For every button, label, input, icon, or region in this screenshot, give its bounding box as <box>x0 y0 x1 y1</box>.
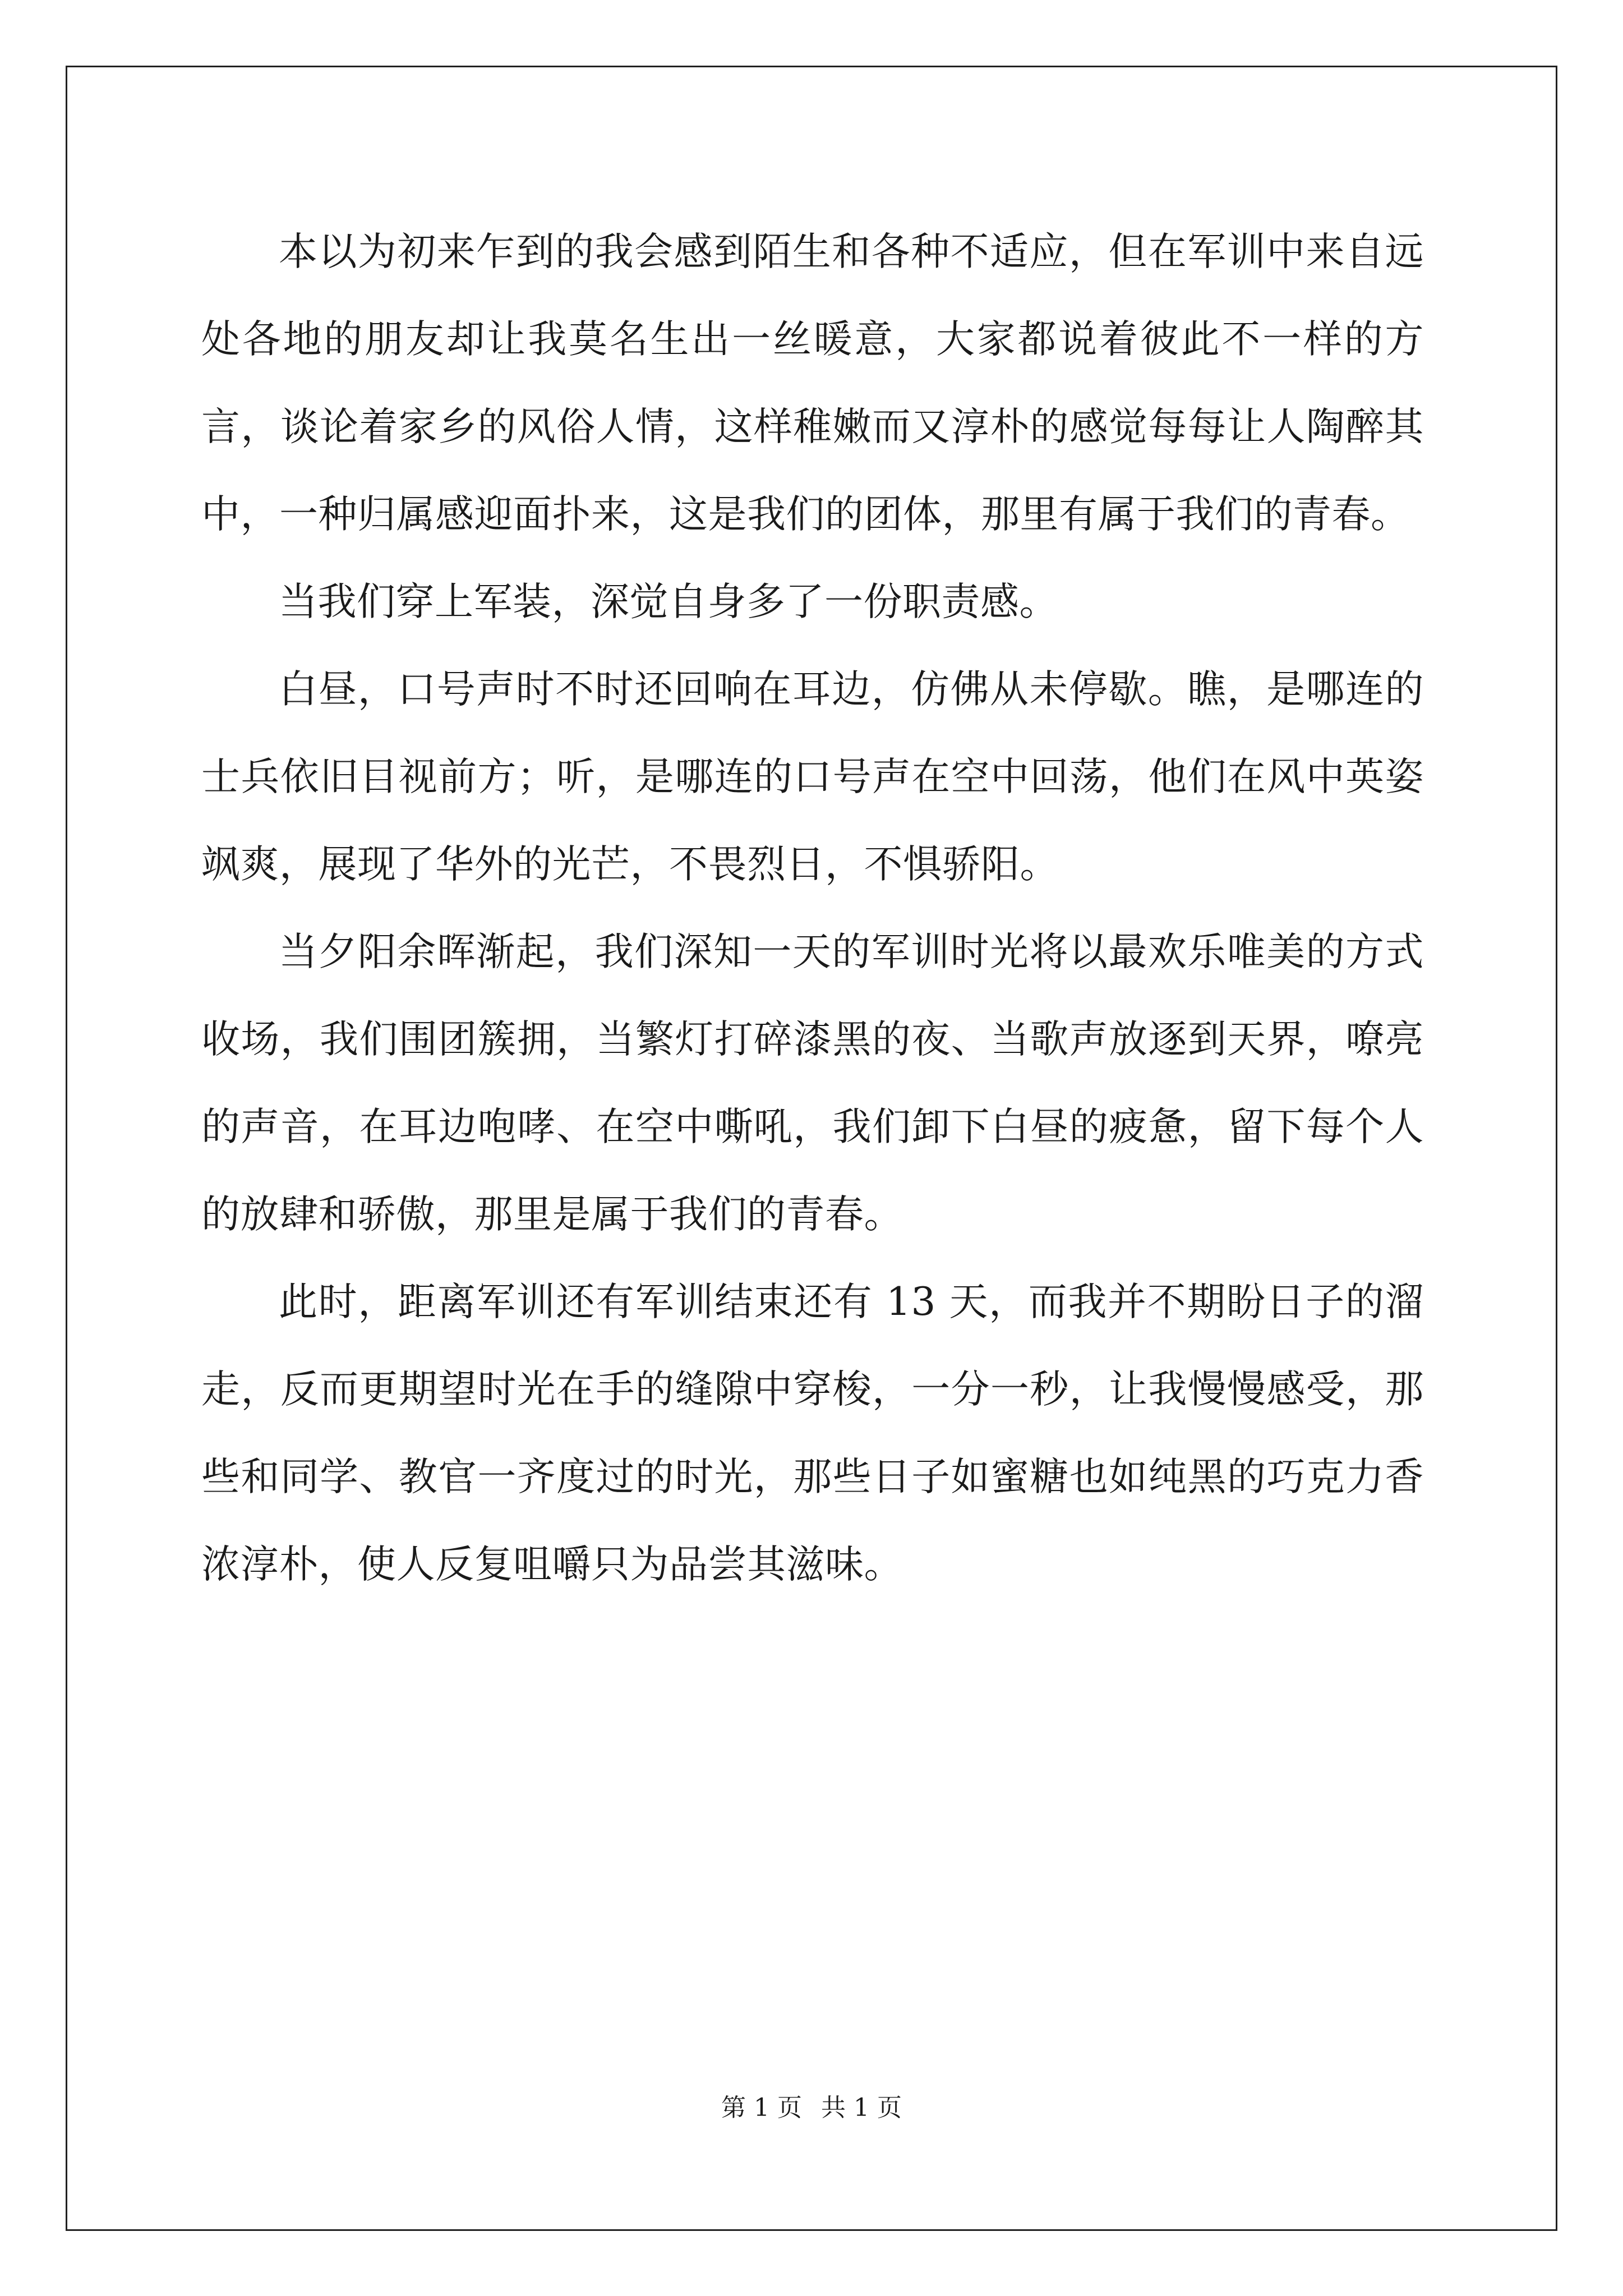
paragraph-1: 本以为初来乍到的我会感到陌生和各种不适应，但在军训中来自远处各地的朋友却让我莫名生出一丝暖意，大家都说着彼此不一样的方言，谈论着家乡的风俗人情，这样稚嫩而又淳朴的感觉每每让人陶醉其中，一种归属感迎面扑来，这是我们的团体，那里有属于我们的青春。 <box>201 229 1424 537</box>
document-body <box>201 208 1424 1608</box>
paragraph-2: 当我们穿上军装，深觉自身多了一份职责感。 <box>279 579 1058 624</box>
paragraph-5: 此时，距离军训还有军训结束还有 13 天，而我并不期盼日子的溜走，反而更期望时光在手的缝隙中穿梭，一分一秒，让我慢慢感受，那些和同学、教官一齐度过的时光，那些日子如蜜糖也如纯黑的巧克力香浓淳朴，使人反复咀嚼只为品尝其滋味。 <box>201 1280 1424 1587</box>
paragraph-3: 白昼，口号声时不时还回响在耳边，仿佛从未停歇。瞧，是哪连的士兵依旧目视前方；听，是哪连的口号声在空中回荡，他们在风中英姿飒爽，展现了华外的光芒，不畏烈日，不惧骄阳。 <box>201 667 1424 887</box>
page-number-current: 第 1 页 <box>721 2093 802 2122</box>
page-footer <box>0 2091 1623 2125</box>
page-number-total: 共 1 页 <box>821 2093 902 2122</box>
paragraph-4: 当夕阳余晖渐起，我们深知一天的军训时光将以最欢乐唯美的方式收场，我们围团簇拥，当繁灯打碎漆黑的夜、当歌声放逐到天界，嘹亮的声音，在耳边咆哮、在空中嘶吼，我们卸下白昼的疲惫，留下每个人的放肆和骄傲，那里是属于我们的青春。 <box>201 930 1424 1237</box>
